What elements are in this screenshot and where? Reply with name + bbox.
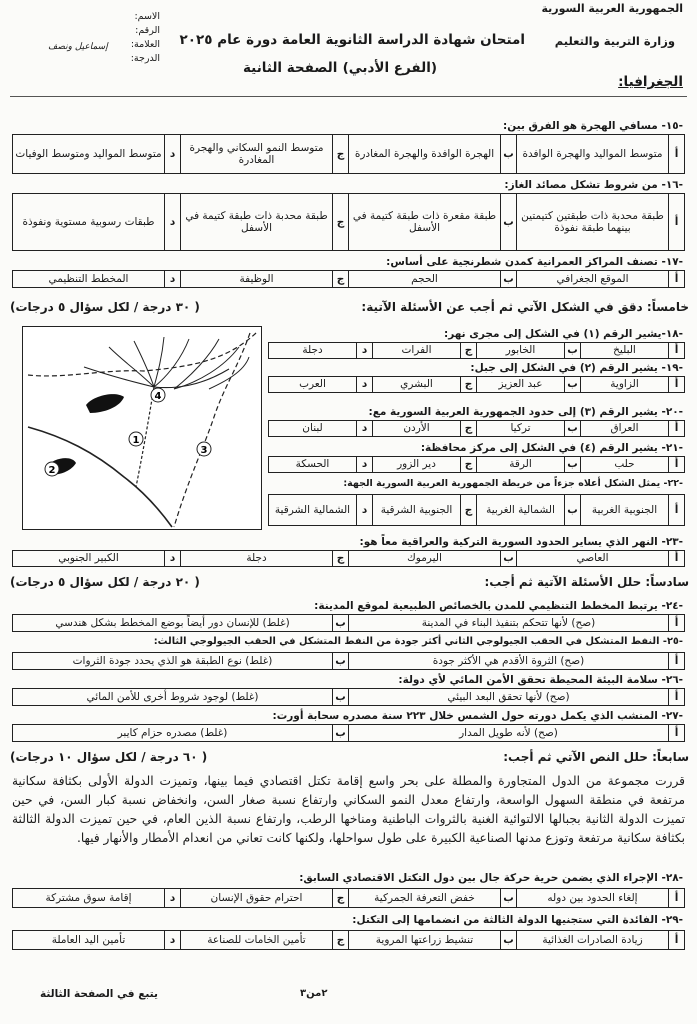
q25-letter-b: ب	[332, 653, 348, 669]
section6-title: سادساً: حلل الأسئلة الآتية ثم أجب:	[484, 575, 689, 589]
q21-stem: -٢١- يشير الرقم (٤) في الشكل إلى مركز محافظة:	[420, 442, 683, 454]
q16-option-c[interactable]: طبقة محدبة ذات طبقة كتيمة في الأسفل	[180, 194, 332, 250]
map-figure	[22, 326, 262, 530]
q23-stem: -٢٣- النهر الذي يساير الحدود السورية التركية والعراقية معاً هو:	[359, 536, 683, 548]
q24-option-a[interactable]: (صح) لأنها تتحكم بتنفيذ البناء في المدينة	[348, 615, 668, 631]
field-number: الرقم:	[135, 25, 160, 36]
q20-option-c[interactable]: الأردن	[372, 421, 460, 436]
q15-option-a[interactable]: متوسط المواليد والهجرة الوافدة	[516, 135, 668, 173]
student-info-box	[48, 10, 160, 74]
q27-letter-b: ب	[332, 725, 348, 741]
q27-options	[12, 724, 685, 742]
q19-option-a[interactable]: الزاوية	[580, 377, 668, 392]
q17-options	[12, 270, 685, 288]
section7-title: سابعاً: حلل النص الآتي ثم أجب:	[503, 750, 689, 764]
q27-option-a[interactable]: (صح) لأنه طويل المدار	[348, 725, 668, 741]
q26-option-a[interactable]: (صح) لأنها تحقق البعد البيئي	[348, 689, 668, 705]
q17-option-a[interactable]: الموقع الجغرافي	[516, 271, 668, 287]
q22-option-b[interactable]: الشمالية الغربية	[476, 495, 564, 525]
q16-option-b[interactable]: طبقة مقعرة ذات طبقة كتيمة في الأسفل	[348, 194, 500, 250]
q20-letter-b: ب	[564, 421, 580, 436]
q26-letter-a: أ	[668, 689, 684, 705]
q15-letter-d: د	[164, 135, 180, 173]
q18-option-b[interactable]: الخابور	[476, 343, 564, 358]
q26-options	[12, 688, 685, 706]
q18-letter-c: ج	[460, 343, 476, 358]
passage-text: قررت مجموعة من الدول المتجاورة والمطلة على بحر واسع إقامة تكتل اقتصادي فيما بينها، وتميزت الدولة الأولى بكثافة سكانية مرتفعة في منطقة السهول الواسعة، وارتفاع معدل النمو السكاني وارتفاع نسبة صغار السن، وانخفاض نسبة كبار السن، في حين تميزت الدولة الثانية بجبالها الالتوائية الغنية بالثروات الباطنية ومناخها الرطب، وارتفاع نسبة الذين العام، في حين تميزت الدولة الثالثة بكثافة سكانية مرتفعة وتوزع مدنها الصناعية الكبيرة على طول سواحلها، ولكنها كانت تعاني من انعدام الأمطار والأنهار فيها.	[12, 774, 685, 845]
mountain-shape	[86, 394, 124, 413]
q18-option-a[interactable]: البليخ	[580, 343, 668, 358]
q27-letter-a: أ	[668, 725, 684, 741]
q17-option-b[interactable]: الحجم	[348, 271, 500, 287]
q28-options	[12, 888, 685, 908]
q26-option-b[interactable]: (غلط) لوجود شروط أخرى للأمن المائي	[86, 690, 259, 703]
q16-option-a[interactable]: طبقة محدبة ذات طبقتين كتيمتين بينهما طبقة نفوذة	[516, 194, 668, 250]
continue-note: يتبع في الصفحة الثالثة	[40, 988, 158, 1000]
q22-option-d[interactable]: الشمالية الشرقية	[274, 503, 351, 516]
q16-letter-b: ب	[500, 194, 516, 250]
q25-option-a[interactable]: (صح) الثروة الأقدم هي الأكثر جودة	[348, 653, 668, 669]
field-name: الاسم:	[134, 11, 160, 22]
q20-letter-d: د	[356, 421, 372, 436]
q16-letter-c: ج	[332, 194, 348, 250]
q22-option-a[interactable]: الجنوبية الغربية	[580, 495, 668, 525]
q24-option-b[interactable]: (غلط) للإنسان دور أيضاً بوضع المخطط بشكل هندسي	[55, 616, 290, 629]
q17-letter-b: ب	[500, 271, 516, 287]
q15-letter-a: أ	[668, 135, 684, 173]
map-questions	[268, 318, 685, 533]
q19-letter-d: د	[356, 377, 372, 392]
q21-options	[268, 456, 685, 473]
q26-stem: -٢٦- سلامة البيئة المحيطة تحقق الأمن المائي لأي دولة:	[398, 674, 683, 686]
q29-letter-b: ب	[500, 931, 516, 949]
q22-option-c[interactable]: الجنوبية الشرقية	[372, 495, 460, 525]
ministry-name: وزارة التربية والتعليم	[554, 34, 675, 48]
q19-option-b[interactable]: عبد العزيز	[476, 377, 564, 392]
q20-letter-c: ج	[460, 421, 476, 436]
label-4: 4	[154, 391, 162, 402]
q16-option-d[interactable]: طبقات رسوبية مستوية ونفوذة	[22, 215, 155, 228]
q27-stem: -٢٧- المنشب الذي يكمل دورته حول الشمس خلال ٢٢٣ سنة مصدره سحابة أورت:	[272, 710, 683, 722]
label-2: 2	[48, 465, 56, 476]
q20-option-d[interactable]: لبنان	[302, 422, 323, 435]
q28-option-d[interactable]: إقامة سوق مشتركة	[45, 891, 132, 904]
exam-title: امتحان شهادة الدراسة الثانوية العامة دورة عام ٢٠٢٥	[179, 32, 525, 48]
country-name: الجمهورية العربية السورية	[541, 2, 683, 15]
q29-letter-c: ج	[332, 931, 348, 949]
q19-options	[268, 376, 685, 393]
q16-options	[12, 193, 685, 251]
q19-option-d[interactable]: العرب	[299, 378, 326, 391]
q28-stem: -٢٨- الإجراء الذي يضمن حرية حركة جال بين دول التكتل الاقتصادي السابق:	[299, 872, 683, 884]
field-grade: الدرجة:	[130, 53, 160, 64]
q28-option-a[interactable]: إلغاء الحدود بين دوله	[516, 889, 668, 907]
q26-letter-b: ب	[332, 689, 348, 705]
section5-header	[10, 300, 689, 314]
q18-letter-d: د	[356, 343, 372, 358]
q23-option-d[interactable]: الكبير الجنوبي	[58, 552, 119, 565]
q25-stem: -٢٥- النفط المتشكل في الحقب الجيولوجي الثاني أكثر جودة من النفط المتشكل في الحقب الجيولوجي الثالث:	[153, 636, 683, 647]
northern-border-line	[28, 333, 256, 376]
q17-letter-c: ج	[332, 271, 348, 287]
syria-ne-map	[24, 327, 261, 528]
q24-stem: -٢٤- يرتبط المخطط التنظيمي للمدن بالخصائص الطبيعية لموقع المدينة:	[314, 600, 683, 612]
q23-options	[12, 550, 685, 567]
q15-stem: -١٥- مسافي الهجرة هو الفرق بين:	[503, 120, 683, 132]
q29-option-c[interactable]: تأمين الخامات للصناعة	[180, 931, 332, 949]
q28-letter-a: أ	[668, 889, 684, 907]
q28-option-c[interactable]: احترام حقوق الإنسان	[180, 889, 332, 907]
q29-options	[12, 930, 685, 950]
q24-letter-a: أ	[668, 615, 684, 631]
q29-option-b[interactable]: تنشيط زراعتها المروية	[348, 931, 500, 949]
q29-stem: -٢٩- الفائدة التي ستجنيها الدولة الثالثة من انضمامها إلى التكتل:	[352, 914, 683, 926]
q15-option-b[interactable]: الهجرة الوافدة والهجرة المغادرة	[348, 135, 500, 173]
q19-stem: -١٩- يشير الرقم (٢) في الشكل إلى جبل:	[470, 362, 683, 374]
q25-options	[12, 652, 685, 670]
border-line	[174, 333, 250, 527]
q23-letter-d: د	[164, 551, 180, 566]
q17-stem: -١٧- تصنف المراكز العمرانية كمدن شطرنجية على أساس:	[386, 256, 683, 268]
handwritten-note: إسماعيل ونصف	[48, 42, 108, 52]
river-line-1	[28, 427, 172, 527]
q22-letter-b: ب	[564, 495, 580, 525]
label-1: 1	[132, 435, 140, 446]
q22-letter-c: ج	[460, 495, 476, 525]
subject-label: الجغرافيا:	[618, 74, 683, 90]
q21-option-c[interactable]: دير الزور	[372, 457, 460, 472]
q18-option-c[interactable]: الفرات	[372, 343, 460, 358]
q28-letter-d: د	[164, 889, 180, 907]
q20-options	[268, 420, 685, 437]
q20-option-b[interactable]: تركيا	[476, 421, 564, 436]
label-3: 3	[200, 445, 208, 456]
q17-option-d[interactable]: المخطط التنظيمي	[48, 272, 129, 285]
q23-option-c[interactable]: دجلة	[180, 551, 332, 566]
section6-marks: ( ٢٠ درجة / لكل سؤال ٥ درجات)	[10, 575, 200, 589]
section6-header	[10, 575, 689, 589]
q22-letter-a: أ	[668, 495, 684, 525]
page-number: ٢من٣	[300, 988, 328, 999]
q21-letter-c: ج	[460, 457, 476, 472]
page-label: الصفحة الثانية	[243, 60, 338, 76]
q15-letter-c: ج	[332, 135, 348, 173]
q22-stem: -٢٢- يمثل الشكل أعلاه جزءاً من خريطة الجمهورية العربية السورية الجهة:	[343, 478, 683, 489]
q23-letter-c: ج	[332, 551, 348, 566]
section5-title: خامساً: دقق في الشكل الآتي ثم أجب عن الأسئلة الآتية:	[361, 300, 689, 314]
q19-letter-c: ج	[460, 377, 476, 392]
q19-letter-a: أ	[668, 377, 684, 392]
q18-option-d[interactable]: دجلة	[302, 344, 323, 357]
q27-option-b[interactable]: (غلط) مصدره حزام كايبر	[117, 726, 228, 739]
q21-option-b[interactable]: الرقة	[476, 457, 564, 472]
q28-option-b[interactable]: خفض التعرفة الجمركية	[348, 889, 500, 907]
q22-options	[268, 494, 685, 526]
q18-letter-b: ب	[564, 343, 580, 358]
q21-letter-d: د	[356, 457, 372, 472]
q24-letter-b: ب	[332, 615, 348, 631]
q19-option-c[interactable]: البشري	[372, 377, 460, 392]
q21-letter-a: أ	[668, 457, 684, 472]
header-divider	[10, 96, 687, 97]
q25-letter-a: أ	[668, 653, 684, 669]
q23-option-b[interactable]: اليرموك	[348, 551, 500, 566]
q15-option-d[interactable]: متوسط المواليد ومتوسط الوفيات	[15, 147, 162, 160]
q29-option-a[interactable]: زيادة الصادرات الغذائية	[516, 931, 668, 949]
q16-letter-d: د	[164, 194, 180, 250]
q18-letter-a: أ	[668, 343, 684, 358]
section7-marks: ( ٦٠ درجة / لكل سؤال ١٠ درجات)	[10, 750, 208, 764]
q29-letter-d: د	[164, 931, 180, 949]
section5-marks: ( ٣٠ درجة / لكل سؤال ٥ درجات)	[10, 300, 200, 314]
q17-letter-d: د	[164, 271, 180, 287]
q24-options	[12, 614, 685, 632]
q29-letter-a: أ	[668, 931, 684, 949]
q29-option-d[interactable]: تأمين اليد العاملة	[51, 933, 126, 946]
q23-letter-b: ب	[500, 551, 516, 566]
branch-label: (الفرع الأدبي)	[342, 60, 437, 76]
q23-option-a[interactable]: العاصي	[516, 551, 668, 566]
q18-options	[268, 342, 685, 359]
q15-options	[12, 134, 685, 174]
q16-letter-a: أ	[668, 194, 684, 250]
q15-option-c[interactable]: متوسط النمو السكاني والهجرة المغادرة	[180, 135, 332, 173]
q16-stem: -١٦- من شروط تشكل مصائد الغاز:	[504, 179, 683, 191]
q28-letter-c: ج	[332, 889, 348, 907]
q25-option-b[interactable]: (غلط) نوع الطبقة هو الذي يحدد جودة الثروات	[72, 654, 273, 667]
q21-option-a[interactable]: حلب	[580, 457, 668, 472]
q20-letter-a: أ	[668, 421, 684, 436]
q17-option-c[interactable]: الوظيفة	[180, 271, 332, 287]
q21-option-d[interactable]: الحسكة	[295, 458, 330, 471]
q15-letter-b: ب	[500, 135, 516, 173]
field-mark: العلامة:	[130, 39, 160, 50]
section7-header	[10, 750, 689, 764]
q20-option-a[interactable]: العراق	[580, 421, 668, 436]
q28-letter-b: ب	[500, 889, 516, 907]
q19-letter-b: ب	[564, 377, 580, 392]
q23-letter-a: أ	[668, 551, 684, 566]
q17-letter-a: أ	[668, 271, 684, 287]
q18-stem: -١٨-يشير الرقم (١) في الشكل إلى مجرى نهر:	[444, 328, 683, 340]
q21-letter-b: ب	[564, 457, 580, 472]
q20-stem: -٢٠- يشير الرقم (٣) إلى حدود الجمهورية العربية السورية مع:	[368, 406, 683, 418]
q22-letter-d: د	[356, 495, 372, 525]
